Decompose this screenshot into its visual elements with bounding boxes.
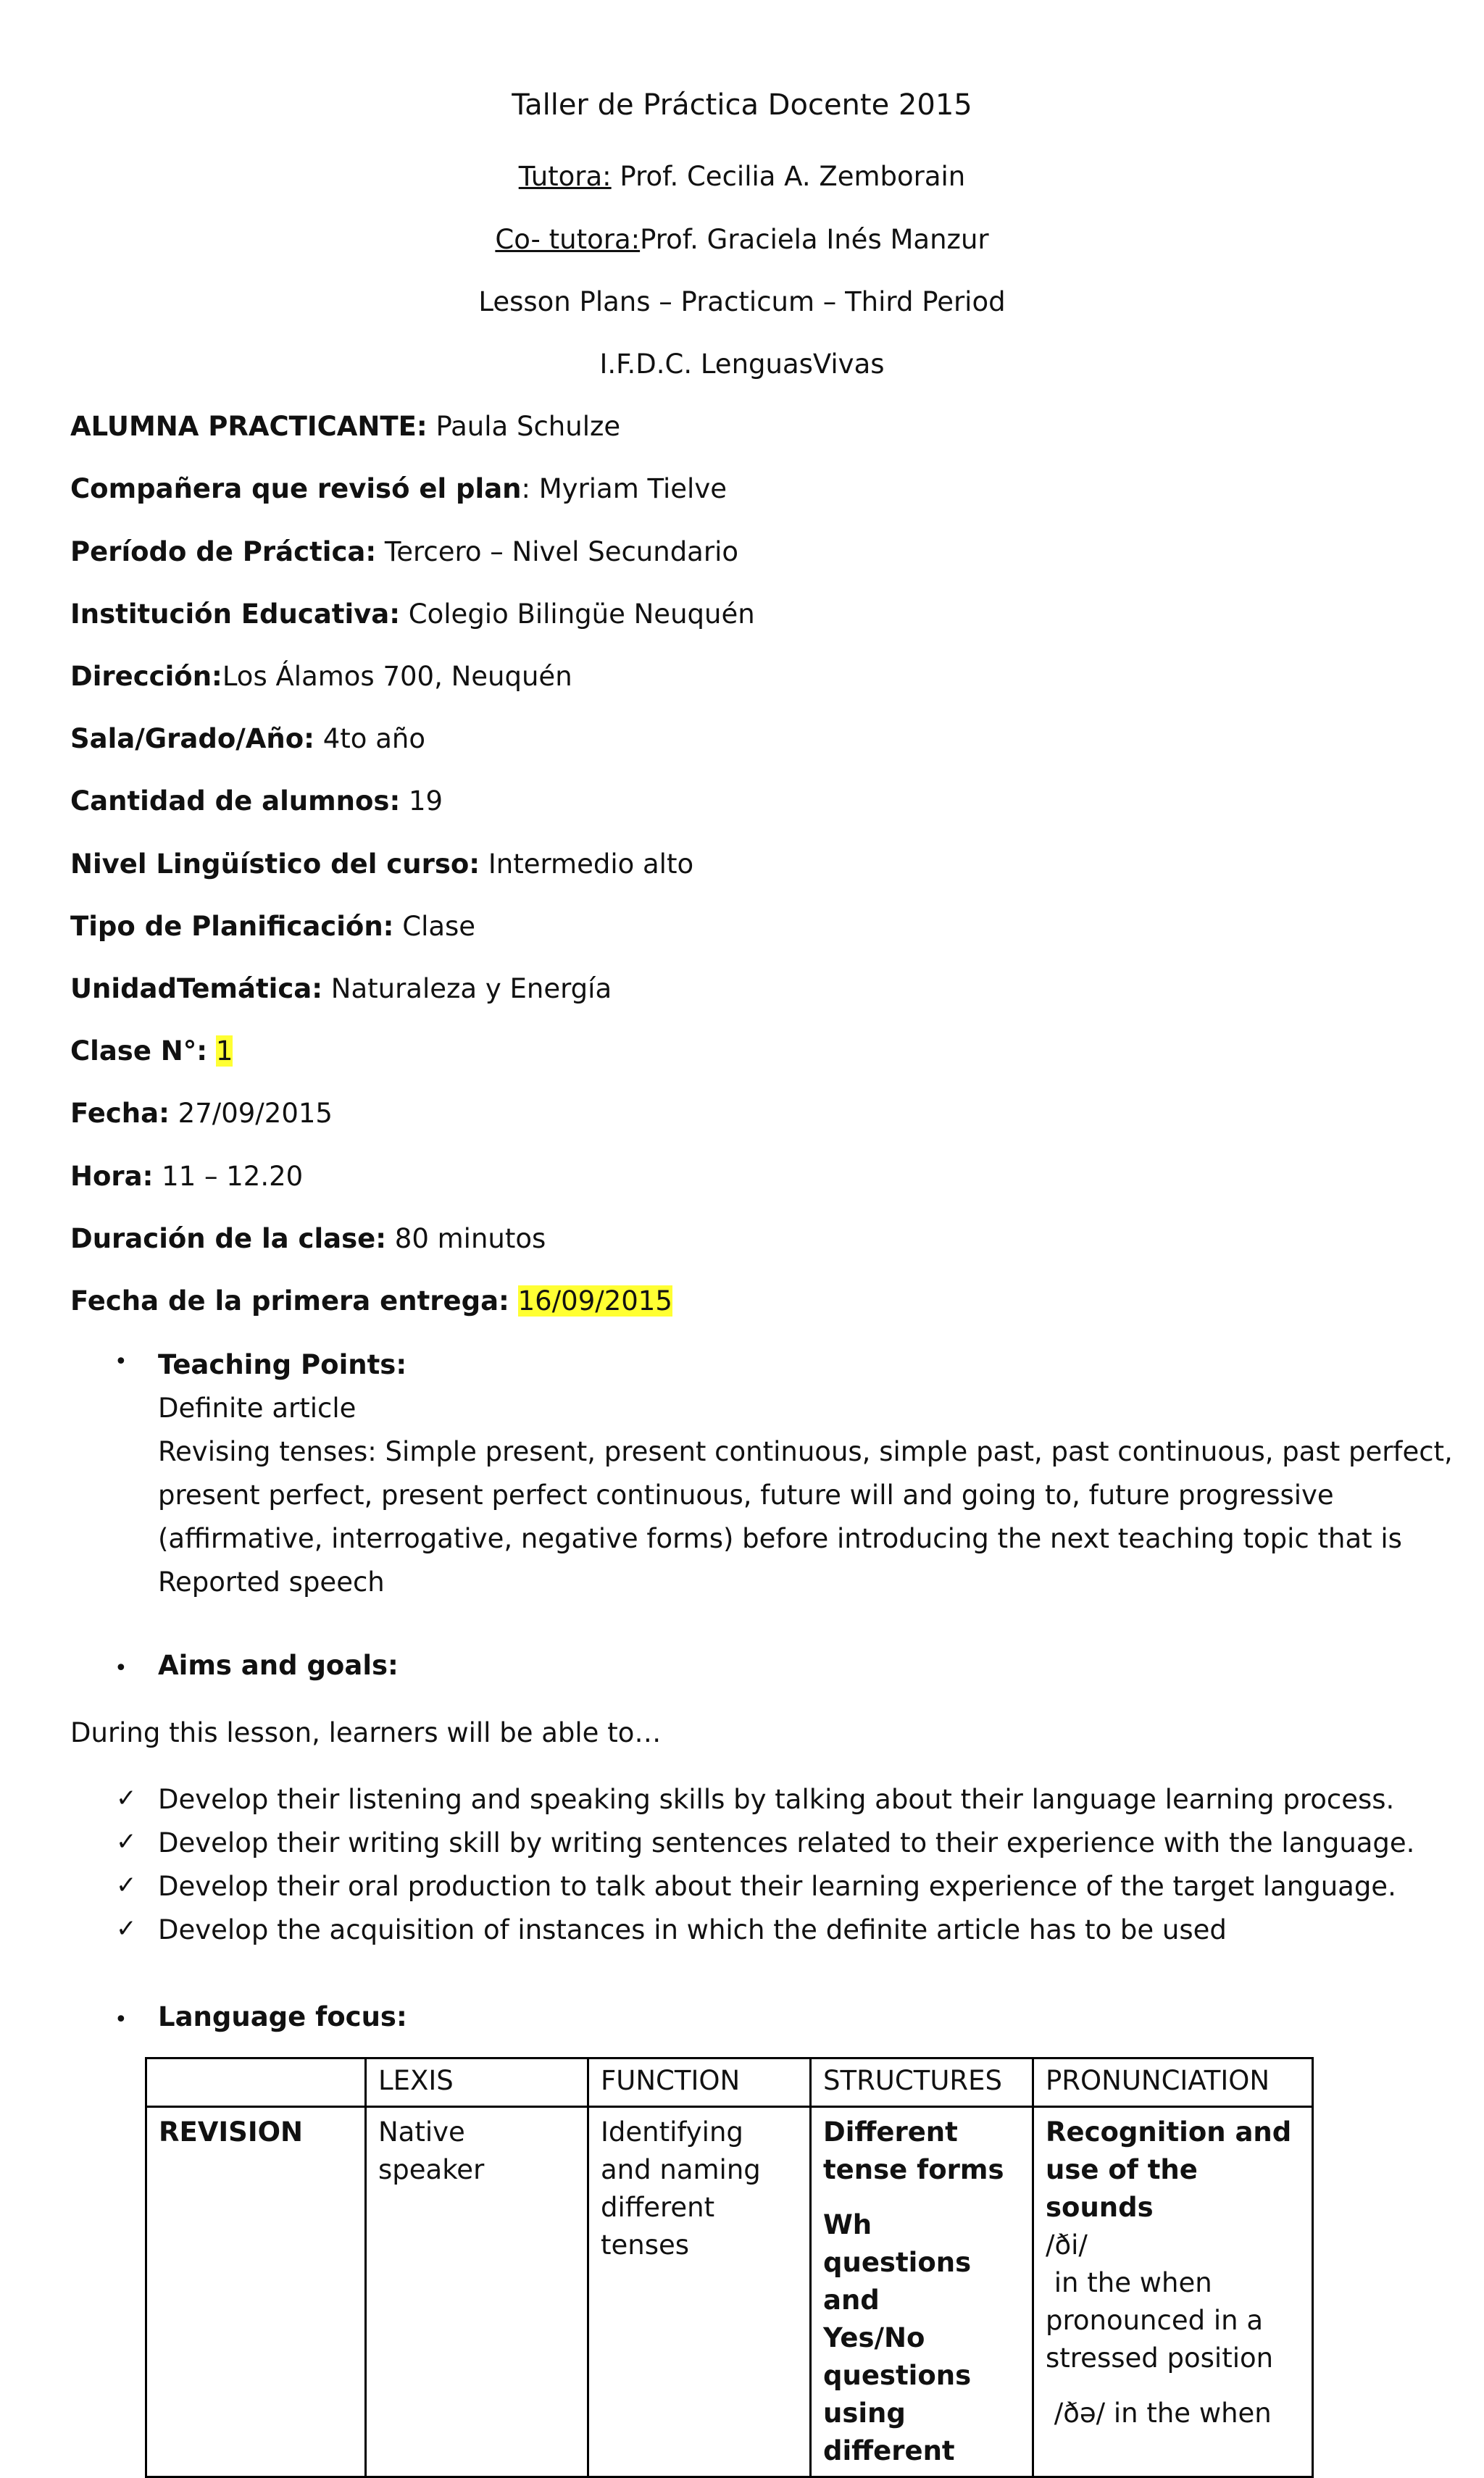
field-value: 27/09/2015 — [169, 1098, 333, 1129]
subtitle: Lesson Plans – Practicum – Third Period — [478, 286, 1006, 317]
cotutora-line — [0, 224, 1484, 255]
field-periodo — [70, 536, 738, 567]
field-sala-grado — [70, 723, 425, 754]
field-value: 11 – 12.20 — [153, 1161, 304, 1192]
field-label: Hora: — [70, 1161, 154, 1192]
field-label: Nivel Lingüístico del curso: — [70, 848, 480, 880]
structures-line: Different — [823, 2116, 958, 2148]
field-label: Compañera que revisó el plan — [70, 473, 522, 504]
field-label: Duración de la clase: — [70, 1223, 387, 1254]
field-label: ALUMNA PRACTICANTE: — [70, 411, 428, 442]
table-row — [146, 2107, 1313, 2477]
tutora-value: Prof. Cecilia A. Zemborain — [611, 161, 966, 192]
field-value: 19 — [400, 785, 443, 817]
field-duracion — [70, 1223, 546, 1254]
structures-line: questions using — [823, 2360, 972, 2429]
teaching-points-title: Teaching Points: — [158, 1349, 407, 1380]
header-cell-empty — [146, 2058, 366, 2107]
field-fecha — [70, 1098, 333, 1129]
field-value: 4to año — [314, 723, 425, 754]
field-label: Fecha: — [70, 1098, 170, 1129]
field-cantidad — [70, 785, 443, 817]
pronunciation-line: pronounced in a — [1046, 2305, 1264, 2336]
language-focus-table — [145, 2057, 1314, 2478]
field-unidad — [70, 973, 612, 1004]
aims-intro: During this lesson, learners will be able to… — [70, 1717, 662, 1748]
teaching-points-line: present perfect, present perfect continuous, future will and going to, future progressive — [158, 1480, 1334, 1511]
field-companera — [70, 473, 727, 504]
institute: I.F.D.C. LenguasVivas — [599, 349, 885, 380]
header-cell-structures: STRUCTURES — [811, 2058, 1033, 2107]
row-label-revision: REVISION — [146, 2107, 366, 2477]
function-cell — [588, 2107, 811, 2477]
field-value: Paula Schulze — [427, 411, 621, 442]
check-icon: ✓ — [116, 1871, 137, 1900]
bullet-glyph: • — [114, 2007, 128, 2032]
field-tipo — [70, 911, 475, 942]
field-value: : Myriam Tielve — [521, 473, 727, 504]
field-label: Tipo de Planificación: — [70, 911, 394, 942]
field-hora — [70, 1161, 303, 1192]
field-label: UnidadTemática: — [70, 973, 323, 1004]
field-label: Dirección: — [70, 661, 222, 692]
cotutora-label: Co- tutora: — [495, 224, 641, 255]
field-value-highlighted: 1 — [215, 1035, 233, 1067]
aim-item: Develop the acquisition of instances in which the definite article has to be used — [158, 1914, 1227, 1945]
teaching-points — [158, 1343, 1453, 1604]
field-nivel — [70, 848, 693, 880]
field-label: Fecha de la primera entrega: — [70, 1285, 509, 1317]
function-line: tenses — [601, 2229, 690, 2261]
function-line: different — [601, 2192, 715, 2223]
lexis-cell: Native speaker — [366, 2107, 588, 2477]
aim-item: Develop their listening and speaking skills by talking about their language learning process. — [158, 1784, 1395, 1815]
field-institucion — [70, 598, 755, 630]
function-line: and naming — [601, 2154, 761, 2185]
teaching-points-line: Reported speech — [158, 1567, 385, 1598]
header-cell-function: FUNCTION — [588, 2058, 811, 2107]
check-icon: ✓ — [116, 1827, 137, 1856]
structures-line: different — [823, 2435, 955, 2466]
field-label: Sala/Grado/Año: — [70, 723, 314, 754]
field-label: Cantidad de alumnos: — [70, 785, 401, 817]
field-value-highlighted: 16/09/2015 — [517, 1285, 672, 1317]
structures-cell — [811, 2107, 1033, 2477]
aim-item: Develop their writing skill by writing sentences related to their experience with the language. — [158, 1827, 1415, 1858]
field-value: Los Álamos 700, Neuquén — [222, 661, 572, 692]
field-alumna — [70, 411, 620, 442]
field-label: Institución Educativa: — [70, 598, 401, 630]
field-direccion — [70, 661, 572, 692]
teaching-points-line: (affirmative, interrogative, negative forms) before introducing the next teaching topic that is — [158, 1523, 1402, 1554]
field-label: Período de Práctica: — [70, 536, 377, 567]
field-primera-entrega — [70, 1285, 672, 1317]
check-icon: ✓ — [116, 1914, 137, 1943]
structures-line: and — [823, 2285, 880, 2316]
bullet-glyph: • — [114, 1656, 128, 1681]
field-value: 80 minutos — [386, 1223, 546, 1254]
field-clase — [70, 1035, 233, 1067]
table-header-row — [146, 2058, 1313, 2107]
field-value: Tercero – Nivel Secundario — [376, 536, 738, 567]
bullet-glyph: • — [114, 1349, 128, 1374]
field-value: Clase — [393, 911, 476, 942]
document-title: Taller de Práctica Docente 2015 — [512, 88, 972, 122]
cell-spacer — [1046, 2377, 1300, 2395]
header-cell-pronunciation: PRONUNCIATION — [1033, 2058, 1313, 2107]
tutora-label: Tutora: — [518, 161, 612, 192]
teaching-points-line: Revising tenses: Simple present, present continuous, simple past, past continuous, past perfect, — [158, 1436, 1453, 1467]
cotutora-value: Prof. Graciela Inés Manzur — [640, 224, 989, 255]
teaching-points-line: Definite article — [158, 1393, 357, 1424]
pronunciation-line: Recognition and — [1046, 2116, 1292, 2148]
field-label: Clase N°: — [70, 1035, 208, 1067]
header-cell-lexis: LEXIS — [366, 2058, 588, 2107]
pronunciation-line: /ðə/ in the when — [1046, 2398, 1272, 2429]
pronunciation-cell — [1033, 2107, 1313, 2477]
structures-line: tense forms — [823, 2154, 1004, 2185]
field-value: Naturaleza y Energía — [322, 973, 612, 1004]
pronunciation-line: use of the sounds — [1046, 2154, 1198, 2223]
pronunciation-line: stressed position — [1046, 2343, 1274, 2374]
structures-line: Wh questions — [823, 2209, 972, 2278]
check-icon: ✓ — [116, 1784, 137, 1813]
aims-title: Aims and goals: — [158, 1650, 399, 1681]
pronunciation-line: /ði/ — [1046, 2229, 1088, 2261]
structures-line: Yes/No — [823, 2322, 925, 2353]
pronunciation-line: in the when — [1046, 2267, 1212, 2298]
cell-spacer — [823, 2189, 1020, 2206]
tutora-line — [0, 161, 1484, 192]
aim-item: Develop their oral production to talk about their learning experience of the target language. — [158, 1871, 1396, 1902]
field-value: Intermedio alto — [480, 848, 694, 880]
function-line: Identifying — [601, 2116, 743, 2148]
field-value: Colegio Bilingüe Neuquén — [400, 598, 755, 630]
language-focus-title: Language focus: — [158, 2001, 407, 2032]
